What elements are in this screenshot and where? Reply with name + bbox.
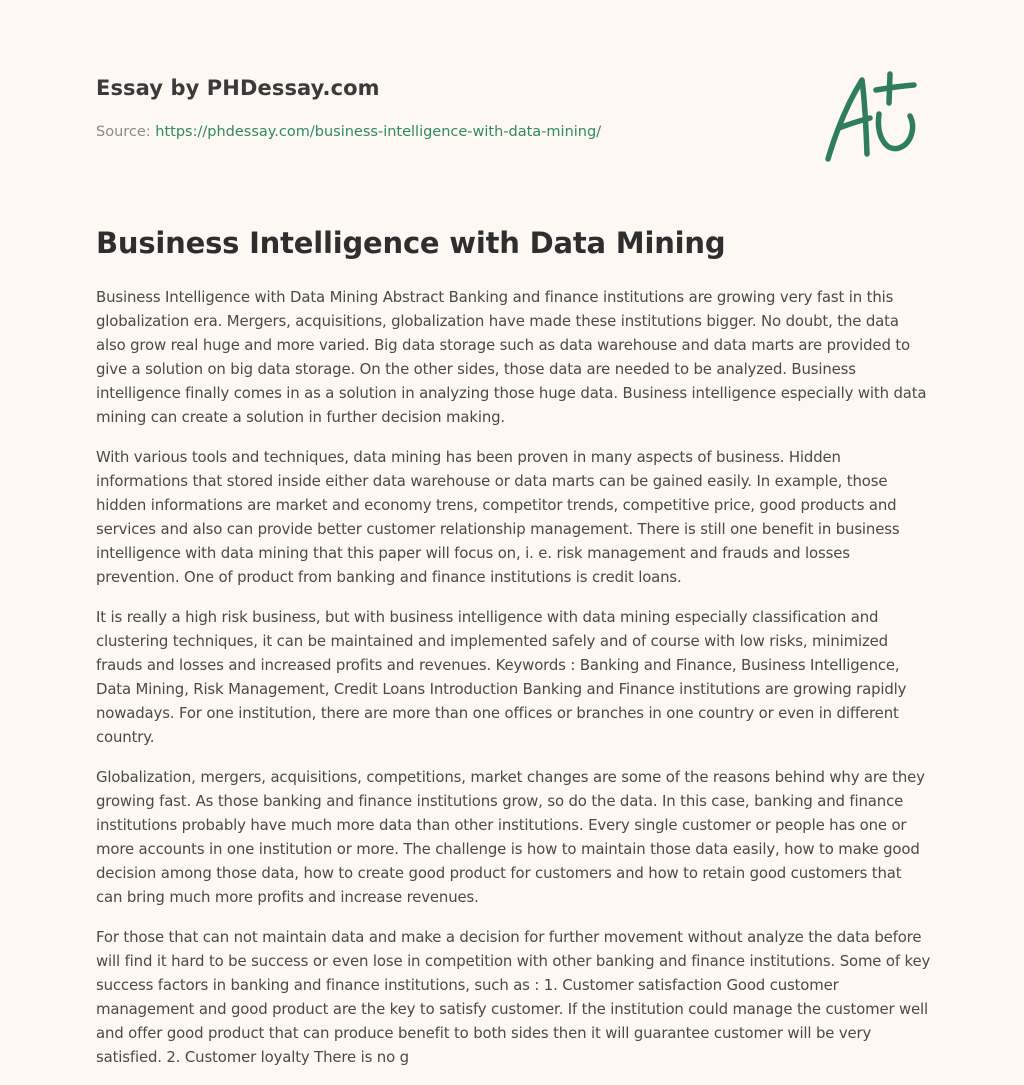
a-plus-logo-icon	[818, 66, 930, 166]
source-label: Source:	[96, 124, 151, 140]
article-paragraph: Business Intelligence with Data Mining Abstract Banking and finance institutions are growing very fast in this globalization era. Mergers, acquisitions, globalization have made these institutions bigger. No doubt, the data also grow real huge and more varied. Big data storage such as data warehouse and data marts are provided to give a solution on big data storage. On the other sides, those data are needed to be analyzed. Business intelligence finally comes in as a solution in analyzing those huge data. Business intelligence especially with data mining can create a solution in further decision making.	[96, 288, 927, 426]
site-name: Essay by PHDessay.com	[96, 76, 380, 100]
article-body	[96, 285, 932, 1085]
article-paragraph: Globalization, mergers, acquisitions, competitions, market changes are some of the reasons behind why are they growing fast. As those banking and finance institutions grow, so do the data. In this case, banking and finance institutions probably have much more data than other institutions. Every single customer or people has one or more accounts in one institution or more. The challenge is how to maintain those data easily, how to make good decision among those data, how to create good product for customers and how to retain good customers that can bring much more profits and increase revenues.	[96, 768, 925, 906]
article-paragraph: With various tools and techniques, data mining has been proven in many aspects of business. Hidden informations that stored inside either data warehouse or data marts can be gained easily. In example, those hidden informations are market and economy trens, competitor trends, competitive price, good products and services and also can provide better customer relationship management. There is still one benefit in business intelligence with data mining that this paper will focus on, i. e. risk management and frauds and losses prevention. One of product from banking and finance institutions is credit loans.	[96, 448, 900, 586]
article-paragraph: It is really a high risk business, but with business intelligence with data mining especially classification and clustering techniques, it can be maintained and implemented safely and of course with low risks, minimized frauds and losses and increased profits and revenues. Keywords : Banking and Finance, Business Intelligence, Data Mining, Risk Management, Credit Loans Introduction Banking and Finance institutions are growing rapidly nowadays. For one institution, there are more than one offices or branches in one country or even in different country.	[96, 608, 907, 746]
source-link[interactable]: https://phdessay.com/business-intelligence-with-data-mining/	[155, 124, 602, 140]
source-line	[96, 124, 601, 140]
article-title: Business Intelligence with Data Mining	[96, 226, 726, 260]
article-paragraph: For those that can not maintain data and make a decision for further movement without analyze the data before will find it hard to be success or even lose in competition with other banking and finance institutions. Some of key success factors in banking and finance institutions, such as : 1. Customer satisfaction Good customer management and good product are the key to satisfy customer. If the institution could manage the customer well and offer good product that can produce benefit to both sides then it will guarantee customer will be very satisfied. 2. Customer loyalty There is no g	[96, 928, 931, 1066]
